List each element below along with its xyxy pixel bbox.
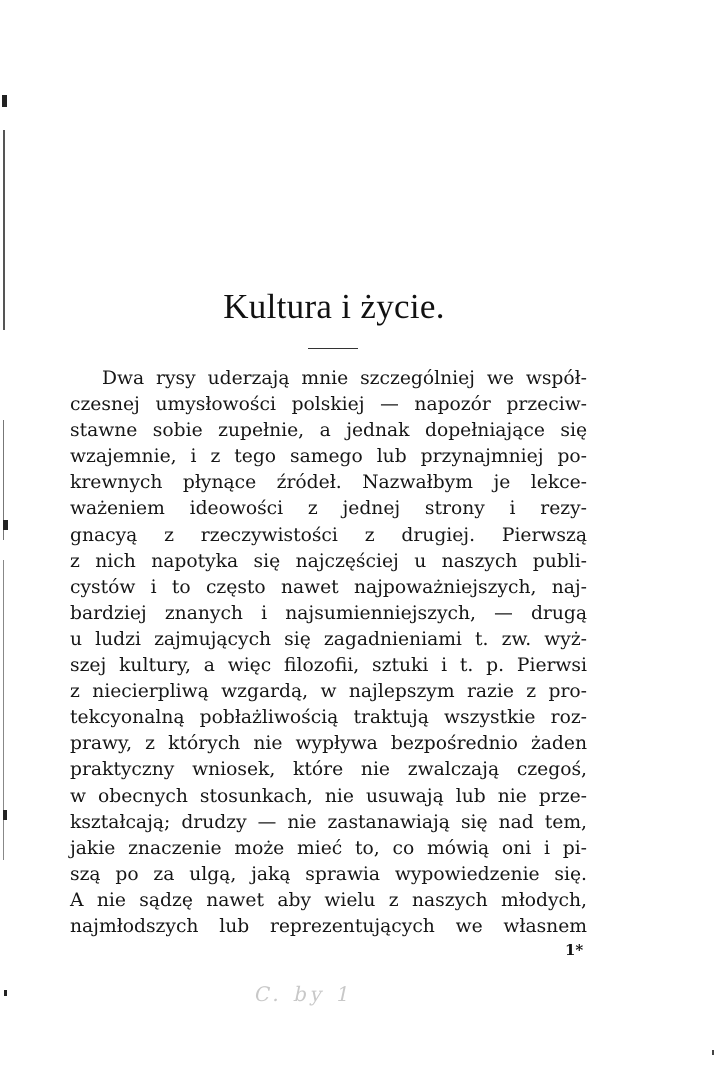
text-line: stawne sobie zupełnie, a jednak dopełniające się xyxy=(70,420,587,442)
scan-edge-mark xyxy=(3,810,7,820)
text-line: w obecnych stosunkach, nie usuwają lub nie prze- xyxy=(70,785,587,807)
text-line: najmłodszych lub reprezentujących we własnem xyxy=(70,915,587,937)
text-line: praktyczny wniosek, które nie zwalczają czegoś, xyxy=(70,759,587,781)
text-line: cystów i to często nawet najpoważniejszych, naj- xyxy=(70,576,587,598)
scan-edge-mark xyxy=(712,1050,714,1055)
text-line: szej kultury, a więc filozofii, sztuki i t. p. Pierwsi xyxy=(70,655,587,677)
text-line: tekcyonalną pobłażliwością traktują wszystkie roz- xyxy=(70,707,587,729)
scan-edge-mark xyxy=(3,520,8,530)
chapter-title: Kultura i życie. xyxy=(223,287,445,326)
text-line: czesnej umysłowości polskiej — napozór przeciw- xyxy=(70,394,587,416)
scan-edge-mark xyxy=(4,990,7,996)
text-line: bardziej znanych i najsumienniejszych, — drugą xyxy=(70,602,587,624)
title-divider xyxy=(308,348,358,349)
text-line: prawy, z których nie wypływa bezpośrednio żaden xyxy=(70,733,587,755)
text-line: gnacyą z rzeczywistości z drugiej. Pierwszą xyxy=(70,524,587,546)
pencil-annotation: C. by 1 xyxy=(252,982,357,1006)
text-line: wzajemnie, i z tego samego lub przynajmniej po- xyxy=(70,446,587,468)
body-text xyxy=(70,366,587,940)
scan-edge-mark xyxy=(2,95,7,107)
text-line: kształcają; drudzy — nie zastanawiają się nad tem, xyxy=(70,811,587,833)
text-line: z niecierpliwą wzgardą, w najlepszym razie z pro- xyxy=(70,681,587,703)
text-line: krewnych płynące źródeł. Nazwałbym je lekce- xyxy=(70,472,587,494)
text-line: szą po za ulgą, jaką sprawia wypowiedzenie się. xyxy=(70,863,587,885)
signature-mark: 1* xyxy=(565,941,584,959)
text-line: jakie znaczenie może mieć to, co mówią oni i pi- xyxy=(70,837,587,859)
text-line: Dwa rysy uderzają mnie szczególniej we współ- xyxy=(102,368,587,389)
text-line: u ludzi zajmujących się zagadnieniami t. zw. wyż- xyxy=(70,628,587,650)
text-line: z nich napotyka się najczęściej u naszych publi- xyxy=(70,550,587,572)
text-line: A nie sądzę nawet aby wielu z naszych młodych, xyxy=(70,889,587,911)
text-line: ważeniem ideowości z jednej strony i rezy- xyxy=(70,498,587,520)
